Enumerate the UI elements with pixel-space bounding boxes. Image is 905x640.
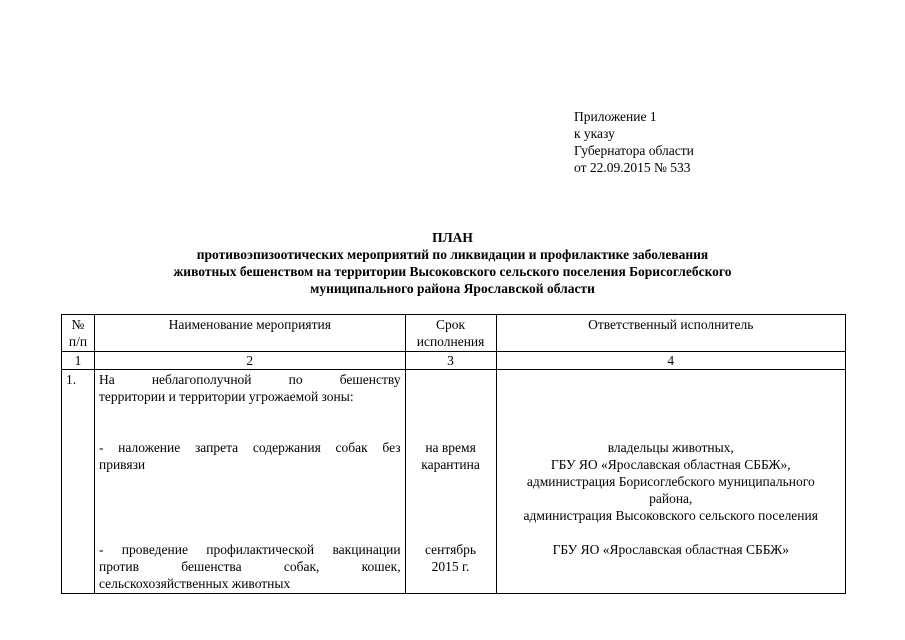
document-title [60,229,845,297]
header-num: № п/п [62,315,95,352]
title-main: ПЛАН [432,230,473,245]
appendix-line: к указу [574,126,615,141]
index-cell: 4 [496,352,845,370]
appendix-block [574,108,694,176]
index-cell: 3 [405,352,496,370]
index-cell: 1 [62,352,95,370]
title-line: противоэпизоотических мероприятий по ликвидации и профилактике заболевания [196,247,709,262]
plan-table [61,314,846,594]
header-name: Наименование мероприятия [94,315,405,352]
header-responsible: Ответственный исполнитель [496,315,845,352]
appendix-line: Губернатора области [574,143,694,158]
header-term: Срок исполнения [405,315,496,352]
appendix-line: Приложение 1 [574,109,657,124]
title-line: животных бешенством на территории Высоковского сельского поселения Борисоглебского [173,264,732,279]
activity-term: на время карантина сентябрь 2015 г. [405,370,496,594]
column-index-row [62,352,846,370]
title-line: муниципального района Ярославской области [310,281,595,296]
row-number: 1. [62,370,95,594]
activity-name: На неблагополучной по бешенству территории и территории угрожаемой зоны: - наложение запрета содержания собак без привязи - проведение профилактической вакцинации против бешенства собак, кошек, сельскохозяйственных животных [94,370,405,594]
activity-responsible: владельцы животных, ГБУ ЯО «Ярославская областная СББЖ», администрация Борисоглебского муниципального района, администрация Высоковского сельского поселения ГБУ ЯО «Ярославская областная СББЖ» [496,370,845,594]
table-row [62,370,846,594]
index-cell: 2 [94,352,405,370]
table-header-row [62,315,846,352]
appendix-line: от 22.09.2015 № 533 [574,160,691,175]
